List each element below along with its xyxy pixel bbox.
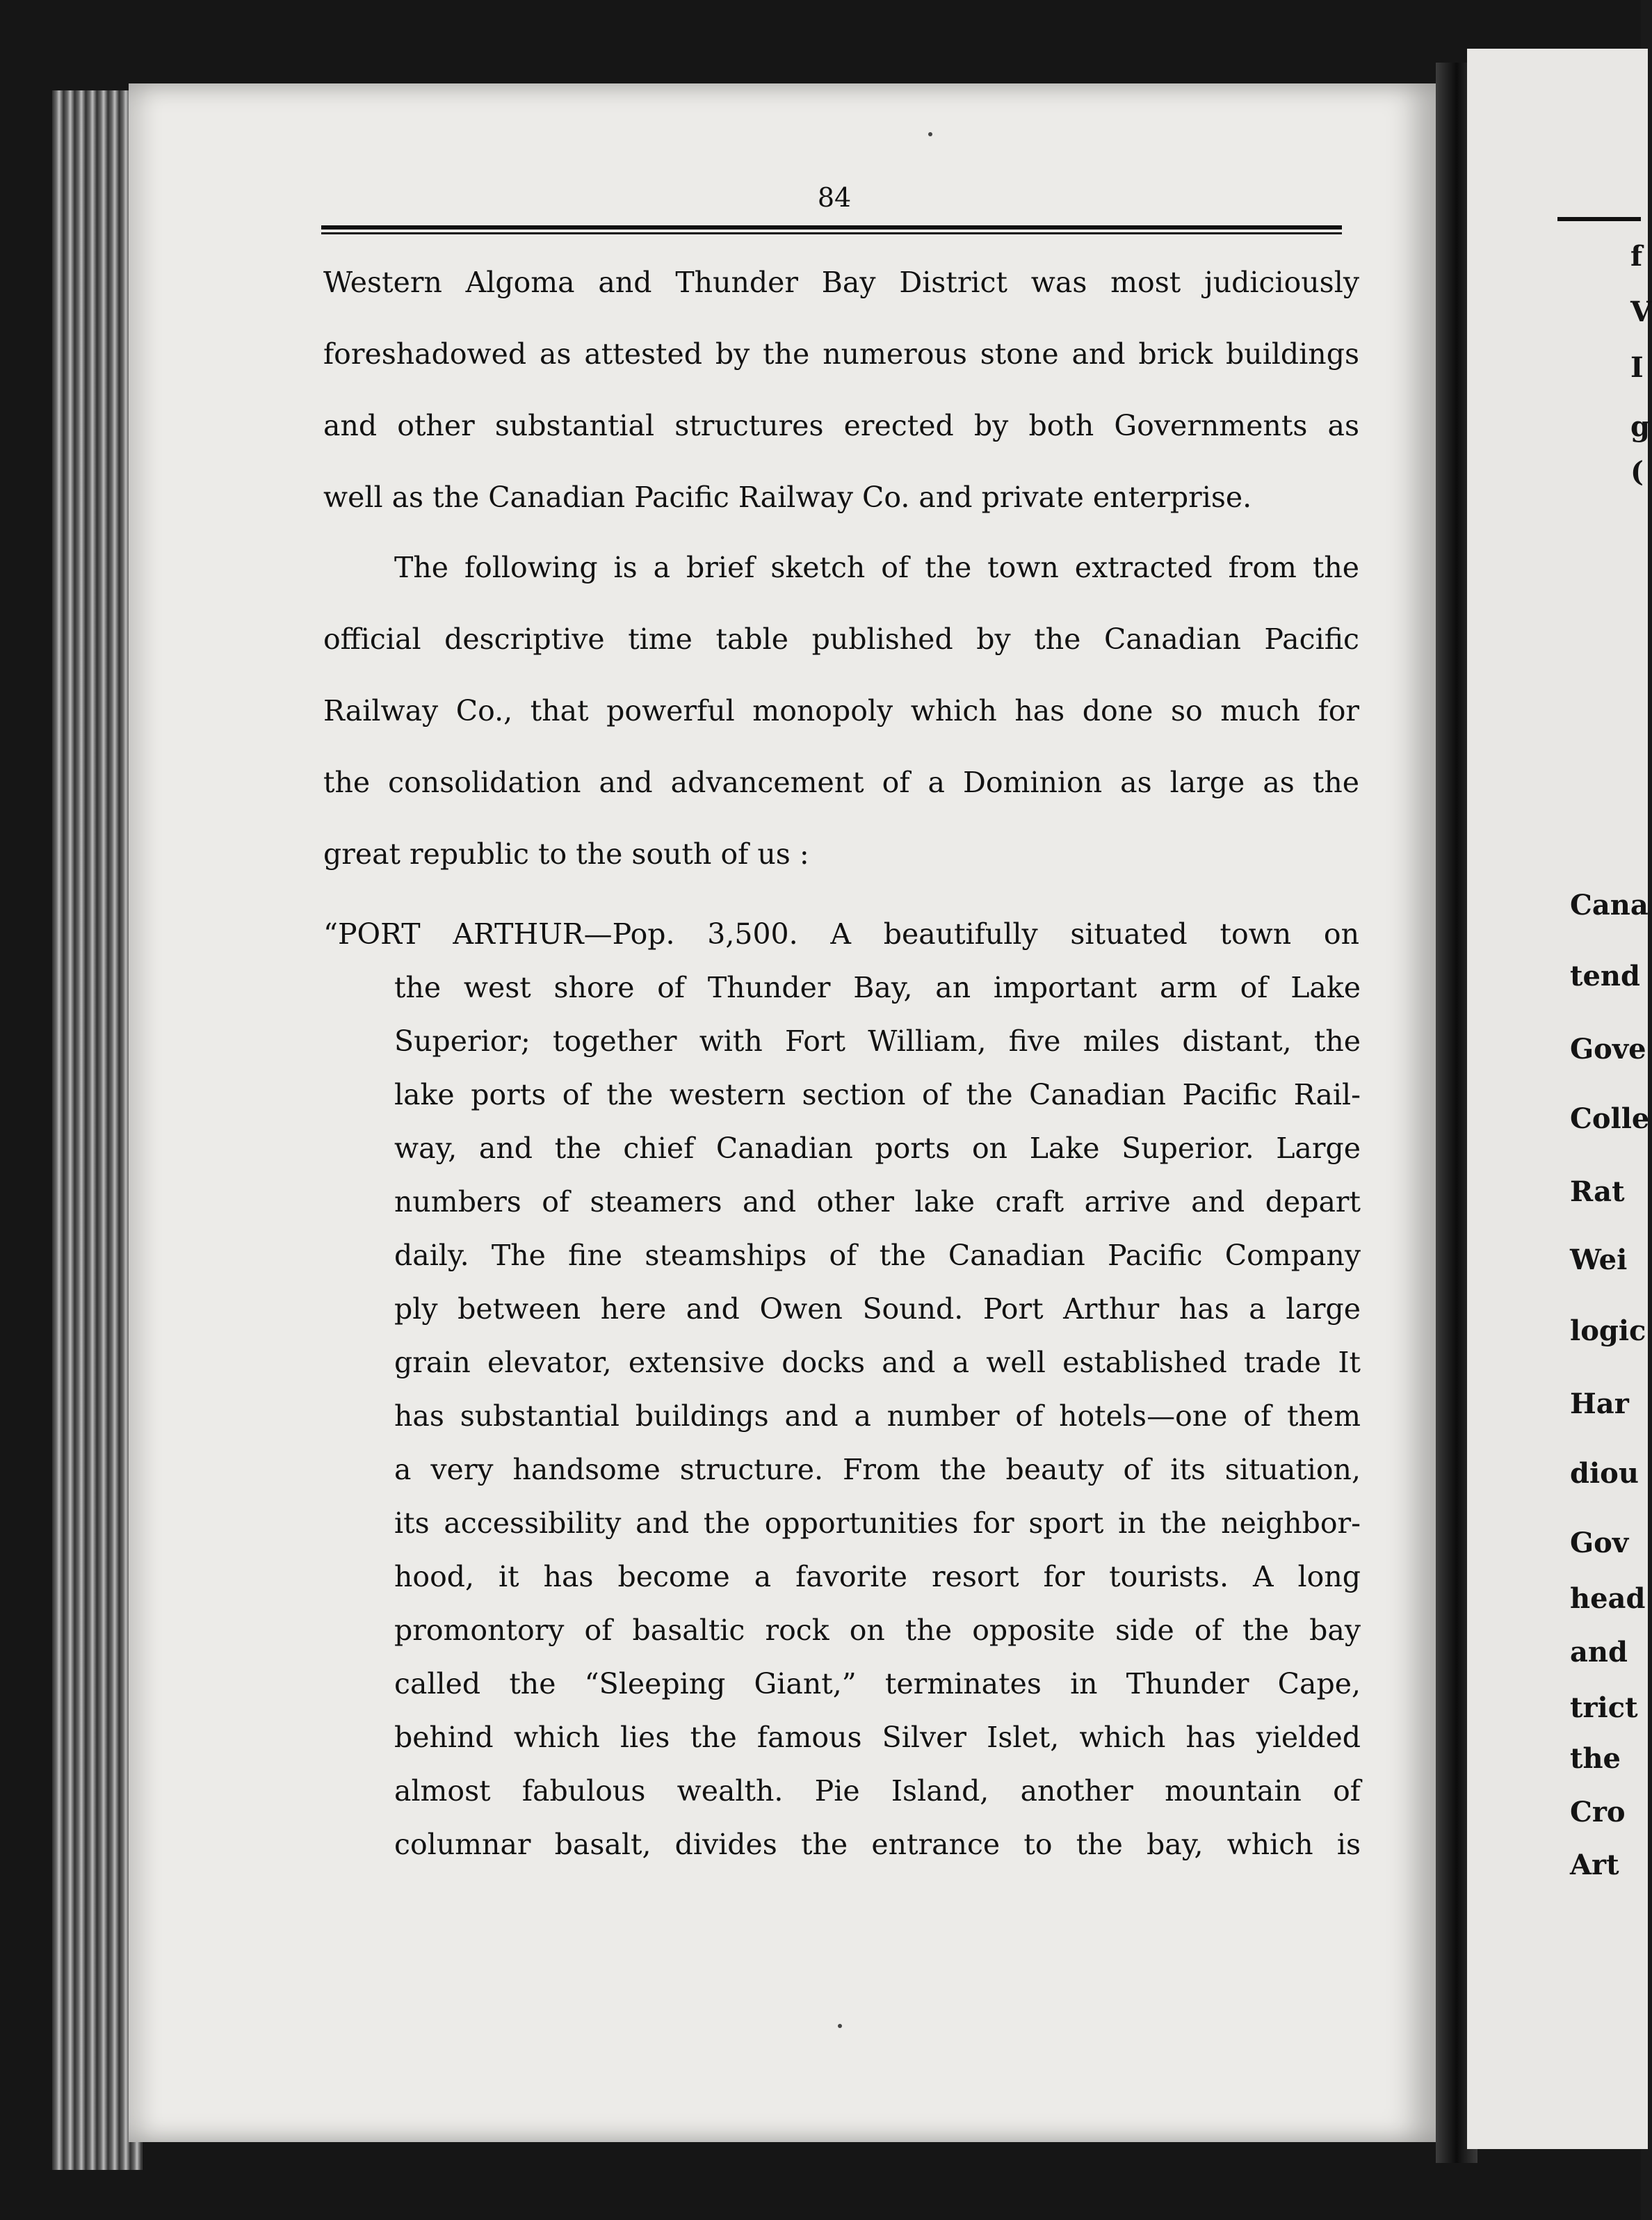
facing-page-fragment: tend <box>1570 960 1640 992</box>
quoted-description <box>323 908 1361 1872</box>
facing-page-header-rule <box>1557 217 1641 221</box>
header-rule-thin <box>321 232 1342 234</box>
facing-page-fragment: Colle <box>1570 1102 1650 1135</box>
facing-page-fragment: V <box>1630 296 1652 328</box>
text-line: a very handsome structure. From the beauty of its situation, <box>394 1453 1361 1486</box>
text-line: official descriptive time table published by the Canadian Pacific <box>323 622 1359 656</box>
text-line: grain elevator, extensive docks and a well established trade It <box>394 1346 1361 1379</box>
facing-page-fragment: Cro <box>1570 1796 1626 1828</box>
paragraph-1 <box>323 247 1359 533</box>
facing-page-fragment: Rat <box>1570 1175 1625 1208</box>
text-line: foreshadowed as attested by the numerous stone and brick buildings <box>323 337 1359 371</box>
facing-page-fragment: diou <box>1570 1457 1639 1490</box>
paragraph-2 <box>323 532 1359 890</box>
text-line: Railway Co., that powerful monopoly which has done so much for <box>323 694 1359 727</box>
header-rule-thick <box>321 225 1342 230</box>
facing-page-fragment: I <box>1630 351 1644 384</box>
facing-page-fragment: ( <box>1630 456 1644 488</box>
facing-page-fragment: Gove <box>1570 1033 1646 1065</box>
text-line: great republic to the south of us : <box>323 837 809 871</box>
facing-page-fragment: Cana <box>1570 889 1649 922</box>
text-line: The following is a brief sketch of the town extracted from the <box>394 551 1359 584</box>
text-line: daily. The fine steamships of the Canadian Pacific Company <box>394 1239 1361 1272</box>
text-line: lake ports of the western section of the Canadian Pacific Rail- <box>394 1078 1361 1111</box>
text-line: hood, it has become a favorite resort for tourists. A long <box>394 1560 1361 1593</box>
facing-page-fragment: head <box>1570 1582 1646 1615</box>
facing-page-fragment: Art <box>1570 1849 1619 1881</box>
facing-page-fragment: and <box>1570 1636 1628 1668</box>
facing-page-fragment: Gov <box>1570 1527 1629 1559</box>
facing-page <box>1467 49 1648 2149</box>
facing-page-fragment: Har <box>1570 1388 1629 1420</box>
facing-page-fragment: Wei <box>1570 1244 1628 1276</box>
speck <box>838 2024 842 2028</box>
text-line: Superior; together with Fort William, five miles distant, the <box>394 1024 1361 1058</box>
facing-page-fragment: the <box>1570 1742 1621 1775</box>
text-line: way, and the chief Canadian ports on Lake Superior. Large <box>394 1132 1361 1165</box>
text-line: columnar basalt, divides the entrance to the bay, which is <box>394 1828 1361 1861</box>
text-line: ply between here and Owen Sound. Port Arthur has a large <box>394 1292 1361 1326</box>
text-line: its accessibility and the opportunities for sport in the neighbor- <box>394 1506 1361 1540</box>
text-line: the west shore of Thunder Bay, an important arm of Lake <box>394 971 1361 1004</box>
text-line: Western Algoma and Thunder Bay District was most judiciously <box>323 266 1359 299</box>
facing-page-fragment: f <box>1630 240 1643 273</box>
page-number: 84 <box>817 182 852 213</box>
facing-page-fragment: g <box>1630 410 1650 443</box>
text-line: “PORT ARTHUR—Pop. 3,500. A beautifully situated town on <box>323 917 1359 951</box>
speck <box>928 132 932 136</box>
text-line: well as the Canadian Pacific Railway Co. and private enterprise. <box>323 481 1252 514</box>
text-line: numbers of steamers and other lake craft arrive and depart <box>394 1185 1361 1218</box>
text-line: the consolidation and advancement of a Dominion as large as the <box>323 766 1359 799</box>
text-line: behind which lies the famous Silver Islet, which has yielded <box>394 1721 1361 1754</box>
text-line: has substantial buildings and a number of hotels—one of them <box>394 1399 1361 1433</box>
text-line: almost fabulous wealth. Pie Island, another mountain of <box>394 1774 1361 1808</box>
text-line: called the “Sleeping Giant,” terminates in Thunder Cape, <box>394 1667 1361 1700</box>
text-line: and other substantial structures erected by both Governments as <box>323 409 1359 442</box>
text-line: promontory of basaltic rock on the opposite side of the bay <box>394 1614 1361 1647</box>
facing-page-fragment: logic <box>1570 1314 1646 1347</box>
facing-page-fragment: trict <box>1570 1691 1638 1724</box>
